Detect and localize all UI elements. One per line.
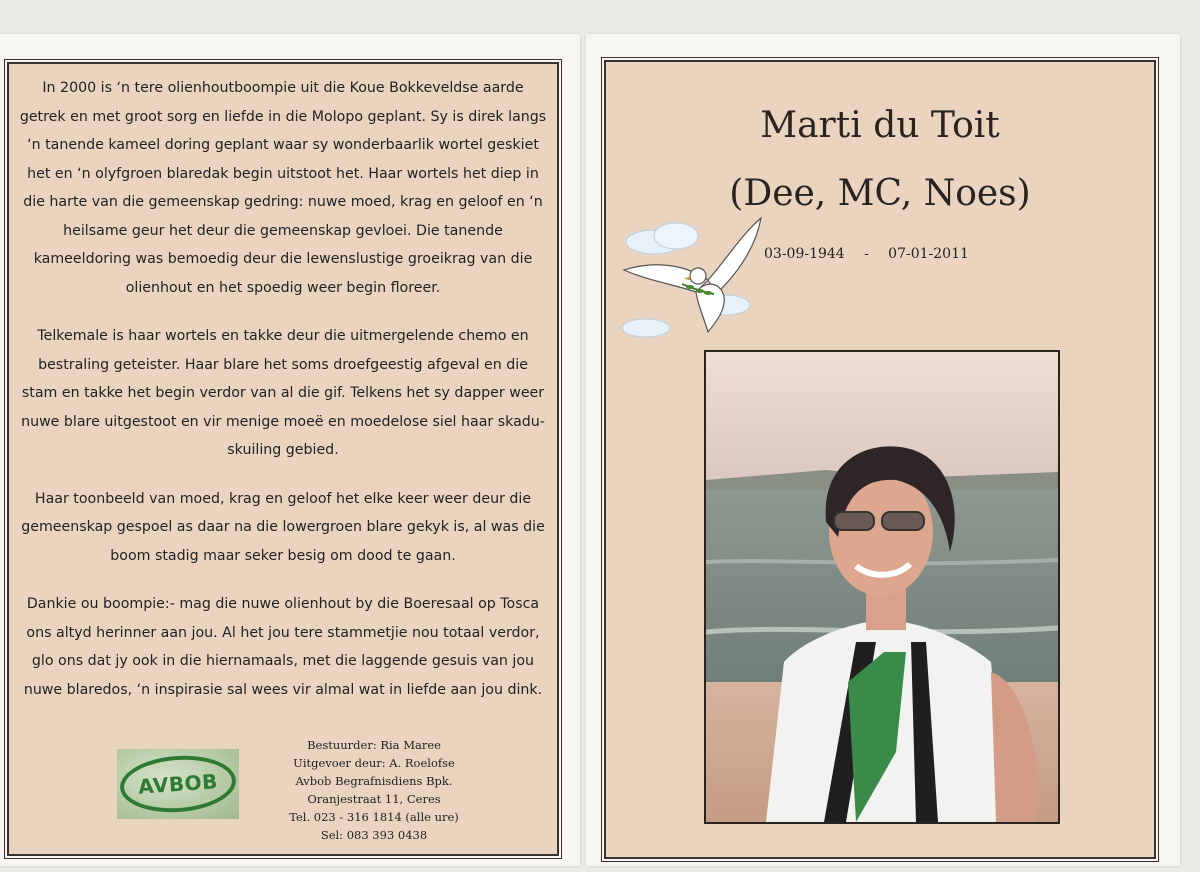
funeral-contact	[279, 736, 469, 844]
contact-line: Sel: 083 393 0438	[320, 828, 428, 842]
tribute-paragraph: Dankie ou boompie:- mag die nuwe olienhout by die Boeresaal op Tosca ons altyd herinner aan jou. Al het jou tere stammetjie nou totaal verdor, glo ons dat jy ook in die hiernamaals, met die laggende gesuis van jou nuwe blaredos, ‘n inspirasie sal wees vir almal wat in liefde aan jou dink.	[23, 596, 543, 698]
deceased-nicknames: (Dee, MC, Noes)	[729, 173, 1031, 214]
avbob-logo	[117, 749, 239, 819]
portrait-photo	[704, 350, 1060, 824]
tribute-paragraph: In 2000 is ‘n tere olienhoutboompie uit die Koue Bokkeveldse aarde getrek en met groot sorg en liefde in die Molopo geplant. Sy is direk langs ‘n tanende kameel doring geplant waar sy wonderbaarlik wortel geskiet het en ‘n olyfgroen blaredak begin uitstoot het. Haar wortels het diep in die harte van die gemeenskap gedring: nuwe moed, krag en geloof en ‘n heilsame geur het deur die gemeenskap gevloei. Die tanende kameeldoring was bemoedig deur die lewenslustige groeikrag van die olienhout en het spoedig weer begin floreer.	[19, 80, 547, 296]
death-date: 07-01-2011	[888, 246, 969, 262]
date-separator: -	[864, 246, 869, 262]
deceased-name-block	[606, 92, 1154, 228]
contact-line: Tel. 023 - 316 1814 (alle ure)	[289, 810, 459, 824]
birth-date: 03-09-1944	[764, 246, 845, 262]
life-dates	[764, 246, 969, 262]
dove-icon	[616, 210, 766, 340]
tribute-paragraph: Haar toonbeeld van moed, krag en geloof het elke keer weer deur die gemeenskap gespoel as daar na die lowergroen blare gekyk is, al was die boom stadig maar seker besig om dood te gaan.	[21, 490, 545, 564]
tribute-paragraph: Telkemale is haar wortels en takke deur die uitmergelende chemo en bestraling geteister. Haar blare het soms droefgeestig afgeval en die stam en takke het begin verdor van al die gif. Telkens het sy dapper weer nuwe blare uitgestoot en vir menige moeë en moedelose siel haar skadu-skuiling gebied.	[21, 328, 545, 458]
contact-line: Avbob Begrafnisdiens Bpk.	[295, 774, 453, 788]
cover-panel	[604, 60, 1156, 859]
tribute-text	[19, 74, 547, 724]
contact-line: Uitgevoer deur: A. Roelofse	[293, 756, 455, 770]
contact-line: Oranjestraat 11, Ceres	[307, 792, 441, 806]
contact-line: Bestuurder: Ria Maree	[307, 738, 441, 752]
tribute-panel	[7, 62, 559, 856]
deceased-name: Marti du Toit	[760, 105, 1000, 146]
logo-text: AVBOB	[137, 769, 219, 799]
